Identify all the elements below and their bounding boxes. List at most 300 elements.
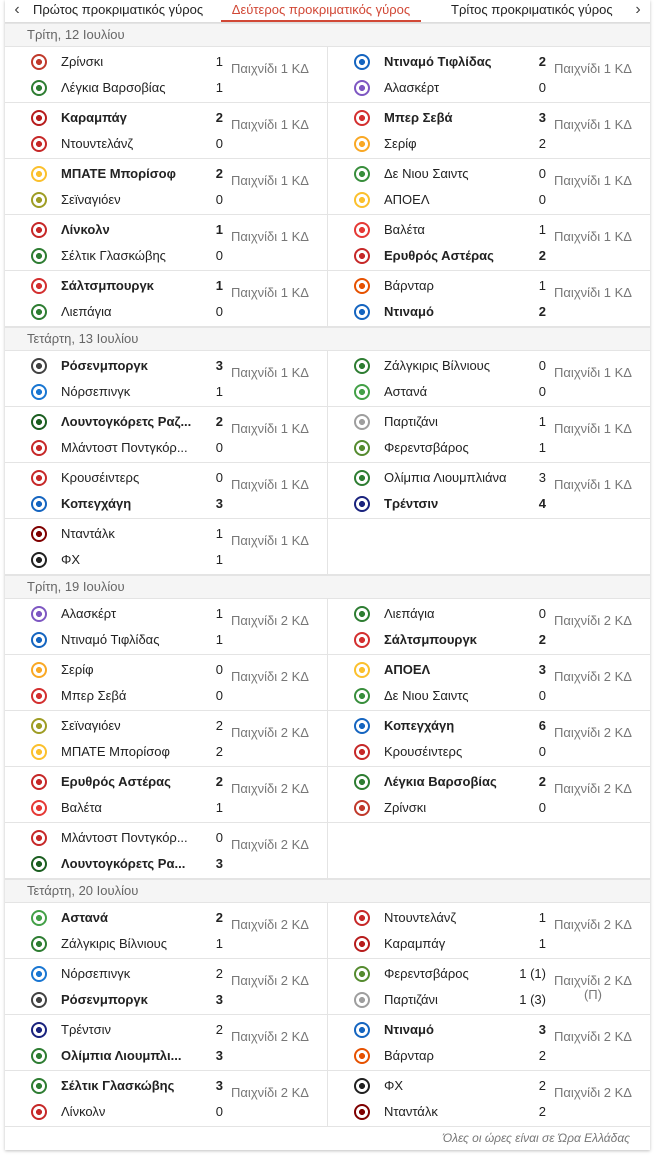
team-crest-icon [31, 526, 47, 542]
team-name: Τρέντσιν [61, 1022, 111, 1037]
team-score: 1 [215, 384, 223, 399]
team-crest-icon [31, 606, 47, 622]
home-team [354, 412, 546, 432]
team-name: Σεϊναγιόεν [61, 718, 121, 733]
team-score: 4 [538, 496, 546, 511]
team-name: ΜΠΑΤΕ Μπορίσοφ [61, 744, 170, 759]
team-name: Δε Νιου Σαιντς [384, 166, 469, 181]
match-card[interactable] [5, 271, 328, 326]
team-name: Ολίμπια Λιουμπλι... [61, 1048, 182, 1063]
match-status: Παιχνίδι 2 ΚΔ [554, 1085, 632, 1100]
match-status: Παιχνίδι 1 ΚΔ [231, 477, 309, 492]
away-team [31, 934, 223, 954]
team-crest-icon [31, 1078, 47, 1094]
match-row [5, 47, 650, 103]
team-crest-icon [354, 166, 370, 182]
team-score: 1 [538, 414, 546, 429]
date-header: Τρίτη, 19 Ιουλίου [5, 575, 650, 599]
match-status: Παιχνίδι 2 ΚΔ [554, 781, 632, 796]
match-card[interactable] [328, 959, 650, 1014]
home-team [354, 1076, 546, 1096]
team-crest-icon [354, 662, 370, 678]
team-name: Αλασκέρτ [61, 606, 117, 621]
match-card[interactable] [328, 215, 650, 270]
team-score: 1 [215, 632, 223, 647]
team-score: 0 [538, 166, 546, 181]
home-team [31, 1076, 223, 1096]
team-name: Βαλέτα [384, 222, 425, 237]
team-score: 1 [538, 936, 546, 951]
team-name: Λίνκολν [61, 222, 110, 237]
away-team [31, 438, 223, 458]
match-row [5, 271, 650, 327]
team-crest-icon [31, 136, 47, 152]
team-crest-icon [354, 718, 370, 734]
timezone-note: Όλες οι ώρες είναι σε Ώρα Ελλάδας [442, 1131, 630, 1145]
away-team [31, 190, 223, 210]
team-score: 2 [215, 166, 223, 181]
team-crest-icon [31, 992, 47, 1008]
team-crest-icon [31, 470, 47, 486]
match-status: Παιχνίδι 2 ΚΔ [554, 669, 632, 684]
team-score: 2 [538, 1078, 546, 1093]
team-crest-icon [354, 632, 370, 648]
team-name: Ντιναμό [384, 1022, 434, 1037]
team-crest-icon [354, 966, 370, 982]
away-team [354, 302, 546, 322]
team-name: Ρόσενμποργκ [61, 992, 148, 1007]
home-team [354, 1020, 546, 1040]
team-score: 0 [215, 470, 223, 485]
team-name: Λέγκια Βαρσοβίας [384, 774, 497, 789]
home-team [31, 660, 223, 680]
team-crest-icon [354, 358, 370, 374]
match-status: Παιχνίδι 1 ΚΔ [231, 365, 309, 380]
team-score: 3 [215, 496, 223, 511]
chevron-left-icon[interactable]: ‹ [14, 1, 20, 18]
home-team [31, 716, 223, 736]
match-status: Παιχνίδι 2 ΚΔ [554, 1029, 632, 1044]
match-card[interactable] [328, 47, 650, 102]
team-crest-icon [354, 384, 370, 400]
match-card[interactable] [5, 407, 328, 462]
match-status: Παιχνίδι 2 ΚΔ [231, 725, 309, 740]
match-card[interactable] [328, 767, 650, 822]
team-score: 0 [215, 192, 223, 207]
away-team [31, 686, 223, 706]
team-score: 1 [538, 910, 546, 925]
team-name: Καραμπάγ [384, 936, 446, 951]
team-name: Παρτιζάνι [384, 992, 438, 1007]
team-score: 1 [215, 526, 223, 541]
match-card[interactable] [328, 599, 650, 654]
team-score: 2 [215, 718, 223, 733]
team-name: Ζρίνσκι [384, 800, 427, 815]
team-score: 0 [538, 606, 546, 621]
team-crest-icon [31, 718, 47, 734]
team-name: Μπερ Σεβά [61, 688, 127, 703]
match-status: Παιχνίδι 1 ΚΔ [554, 421, 632, 436]
team-name: Σερίφ [61, 662, 94, 677]
team-crest-icon [354, 936, 370, 952]
match-status: Παιχνίδι 1 ΚΔ [231, 229, 309, 244]
away-team [31, 630, 223, 650]
team-score: 2 [538, 136, 546, 151]
team-score: 0 [215, 830, 223, 845]
team-score: 1 [215, 222, 223, 237]
match-row [5, 767, 650, 823]
match-status: Παιχνίδι 1 ΚΔ [554, 365, 632, 380]
match-row [5, 463, 650, 519]
away-team [354, 990, 546, 1010]
team-name: Δε Νιου Σαιντς [384, 688, 469, 703]
team-score: 0 [215, 662, 223, 677]
team-score: 1 [215, 936, 223, 951]
team-name: Μλάντοστ Ποντγκόρ... [61, 830, 188, 845]
team-name: Σερίφ [384, 136, 417, 151]
match-row [5, 351, 650, 407]
match-card[interactable] [5, 599, 328, 654]
team-name: Ζρίνσκι [61, 54, 104, 69]
match-status: Παιχνίδι 1 ΚΔ [554, 477, 632, 492]
team-name: Ντιναμό Τιφλίδας [384, 54, 492, 69]
match-status: Παιχνίδι 1 ΚΔ [231, 61, 309, 76]
away-team [31, 302, 223, 322]
home-team [31, 1020, 223, 1040]
team-score: 0 [215, 440, 223, 455]
match-card[interactable] [5, 1015, 328, 1070]
team-crest-icon [354, 744, 370, 760]
team-name: Ντιναμό [384, 304, 434, 319]
match-card[interactable] [5, 463, 328, 518]
match-row [5, 407, 650, 463]
home-team [354, 468, 546, 488]
match-row [5, 159, 650, 215]
match-status: Παιχνίδι 2 ΚΔ (Π) [554, 973, 632, 1002]
team-name: Ερυθρός Αστέρας [384, 248, 494, 263]
match-status: Παιχνίδι 1 ΚΔ [231, 533, 309, 548]
match-status: Παιχνίδι 2 ΚΔ [554, 917, 632, 932]
tab-first-qualifying-round[interactable]: Πρώτος προκριματικός γύρος [33, 2, 204, 17]
team-name: Ζάλγκιρις Βίλνιους [384, 358, 491, 373]
team-crest-icon [354, 606, 370, 622]
team-score: 1 [215, 54, 223, 69]
team-crest-icon [354, 1078, 370, 1094]
tab-third-qualifying-round[interactable]: Τρίτος προκριματικός γύρος [451, 2, 613, 17]
team-name: Νόρσεπινγκ [61, 966, 131, 981]
team-score: 0 [215, 136, 223, 151]
home-team [31, 468, 223, 488]
team-score: 2 [538, 774, 546, 789]
team-crest-icon [31, 688, 47, 704]
team-score: 0 [538, 688, 546, 703]
match-card[interactable] [328, 351, 650, 406]
team-score: 0 [538, 744, 546, 759]
match-row [5, 599, 650, 655]
team-score: 1 [538, 222, 546, 237]
team-score: 2 [538, 632, 546, 647]
team-crest-icon [31, 222, 47, 238]
team-crest-icon [31, 80, 47, 96]
match-status: Παιχνίδι 1 ΚΔ [554, 173, 632, 188]
away-team [354, 190, 546, 210]
team-crest-icon [31, 662, 47, 678]
away-team [354, 1046, 546, 1066]
team-name: Σάλτσμπουργκ [384, 632, 477, 647]
match-card[interactable] [5, 159, 328, 214]
match-row [5, 823, 650, 879]
match-status: Παιχνίδι 2 ΚΔ [554, 725, 632, 740]
match-row [5, 1015, 650, 1071]
fixtures-list [5, 23, 650, 1127]
match-card[interactable] [328, 1071, 650, 1126]
team-score: 1 [215, 800, 223, 815]
match-status: Παιχνίδι 1 ΚΔ [554, 285, 632, 300]
date-header: Τρίτη, 12 Ιουλίου [5, 23, 650, 47]
match-card[interactable] [328, 407, 650, 462]
match-status: Παιχνίδι 1 ΚΔ [231, 173, 309, 188]
team-score: 3 [215, 992, 223, 1007]
team-crest-icon [31, 110, 47, 126]
team-crest-icon [354, 222, 370, 238]
home-team [354, 164, 546, 184]
match-card[interactable] [328, 1015, 650, 1070]
home-team [31, 604, 223, 624]
away-team [31, 1046, 223, 1066]
home-team [31, 524, 223, 544]
away-team [31, 246, 223, 266]
match-card[interactable] [5, 959, 328, 1014]
team-name: Βάρνταρ [384, 278, 434, 293]
match-row [5, 519, 650, 575]
home-team [354, 772, 546, 792]
team-score: 1 [215, 278, 223, 293]
team-crest-icon [31, 936, 47, 952]
match-card[interactable] [328, 655, 650, 710]
match-status: Παιχνίδι 1 ΚΔ [554, 117, 632, 132]
team-name: ΜΠΑΤΕ Μπορίσοφ [61, 166, 176, 181]
team-crest-icon [354, 496, 370, 512]
match-card[interactable] [5, 767, 328, 822]
team-crest-icon [31, 552, 47, 568]
match-row [5, 959, 650, 1015]
team-score: 3 [215, 358, 223, 373]
team-crest-icon [354, 470, 370, 486]
team-name: Ολίμπια Λιουμπλιάνα [384, 470, 507, 485]
team-crest-icon [354, 80, 370, 96]
team-crest-icon [354, 110, 370, 126]
team-name: Ντιναμό Τιφλίδας [61, 632, 160, 647]
team-crest-icon [31, 304, 47, 320]
home-team [354, 52, 546, 72]
team-score: 2 [215, 966, 223, 981]
team-score: 2 [215, 110, 223, 125]
match-card[interactable] [5, 711, 328, 766]
team-score: 0 [215, 688, 223, 703]
match-row [5, 711, 650, 767]
team-score: 0 [538, 800, 546, 815]
home-team [354, 908, 546, 928]
away-team [354, 78, 546, 98]
empty-cell [328, 823, 650, 878]
team-crest-icon [354, 774, 370, 790]
team-name: Παρτιζάνι [384, 414, 438, 429]
team-name: Αλασκέρτ [384, 80, 440, 95]
away-team [354, 246, 546, 266]
team-score: 1 [215, 606, 223, 621]
away-team [31, 798, 223, 818]
home-team [31, 52, 223, 72]
team-crest-icon [354, 992, 370, 1008]
team-crest-icon [31, 632, 47, 648]
team-score: 0 [215, 304, 223, 319]
team-score: 2 [538, 248, 546, 263]
match-card[interactable] [328, 271, 650, 326]
team-crest-icon [354, 440, 370, 456]
team-score: 2 [538, 54, 546, 69]
team-crest-icon [31, 1048, 47, 1064]
match-card[interactable] [5, 823, 328, 878]
team-crest-icon [31, 1104, 47, 1120]
match-card[interactable] [328, 903, 650, 958]
team-name: Νταντάλκ [61, 526, 115, 541]
team-name: Λουντογκόρετς Ρα... [61, 856, 186, 871]
team-name: Κρουσέιντερς [61, 470, 140, 485]
away-team [354, 382, 546, 402]
team-name: Λιεπάγια [61, 304, 112, 319]
match-card[interactable] [5, 1071, 328, 1126]
match-status: Παιχνίδι 1 ΚΔ [231, 285, 309, 300]
fixtures-card [5, 0, 650, 1150]
team-name: Μπερ Σεβά [384, 110, 453, 125]
team-crest-icon [354, 54, 370, 70]
match-card[interactable] [5, 519, 328, 574]
match-status: Παιχνίδι 1 ΚΔ [554, 229, 632, 244]
away-team [31, 382, 223, 402]
team-score: 2 [215, 414, 223, 429]
team-name: ΑΠΟΕΛ [384, 192, 430, 207]
match-status: Παιχνίδι 1 ΚΔ [231, 117, 309, 132]
match-status: Παιχνίδι 2 ΚΔ [231, 781, 309, 796]
team-score: 0 [538, 80, 546, 95]
match-card[interactable] [5, 103, 328, 158]
team-crest-icon [31, 910, 47, 926]
match-card[interactable] [5, 655, 328, 710]
team-name: Σάλτσμπουργκ [61, 278, 154, 293]
match-row [5, 103, 650, 159]
team-score: 1 [215, 552, 223, 567]
team-score: 0 [215, 1104, 223, 1119]
home-team [354, 108, 546, 128]
team-name: Νταντάλκ [384, 1104, 438, 1119]
away-team [31, 134, 223, 154]
team-crest-icon [31, 440, 47, 456]
away-team [31, 1102, 223, 1122]
date-header: Τετάρτη, 20 Ιουλίου [5, 879, 650, 903]
match-card[interactable] [328, 159, 650, 214]
team-name: Αστανά [384, 384, 428, 399]
away-team [354, 798, 546, 818]
team-crest-icon [31, 744, 47, 760]
team-name: Ντουντελάνζ [61, 136, 134, 151]
team-score: 1 (1) [519, 966, 546, 981]
match-status: Παιχνίδι 1 ΚΔ [231, 421, 309, 436]
team-name: ΦΧ [61, 552, 81, 567]
match-card[interactable] [328, 103, 650, 158]
team-crest-icon [354, 800, 370, 816]
team-name: Κρουσέιντερς [384, 744, 463, 759]
chevron-right-icon[interactable]: › [635, 1, 641, 18]
team-crest-icon [354, 1022, 370, 1038]
team-name: Λουντογκόρετς Ραζ... [61, 414, 192, 429]
team-score: 1 [215, 80, 223, 95]
match-status: Παιχνίδι 2 ΚΔ [231, 837, 309, 852]
team-name: Νόρσεπινγκ [61, 384, 131, 399]
away-team [354, 934, 546, 954]
date-header: Τετάρτη, 13 Ιουλίου [5, 327, 650, 351]
round-tabs [5, 0, 650, 23]
team-crest-icon [31, 830, 47, 846]
team-crest-icon [354, 414, 370, 430]
home-team [31, 908, 223, 928]
team-score: 3 [538, 1022, 546, 1037]
team-crest-icon [31, 496, 47, 512]
match-card[interactable] [5, 47, 328, 102]
match-card[interactable] [5, 351, 328, 406]
match-card[interactable] [5, 215, 328, 270]
team-name: Λέγκια Βαρσοβίας [61, 80, 166, 95]
team-score: 2 [538, 1048, 546, 1063]
team-score: 3 [538, 470, 546, 485]
match-status: Παιχνίδι 2 ΚΔ [231, 1029, 309, 1044]
team-score: 2 [215, 1022, 223, 1037]
team-name: Κοπεγχάγη [61, 496, 132, 511]
team-crest-icon [354, 192, 370, 208]
away-team [354, 438, 546, 458]
team-score: 2 [215, 744, 223, 759]
home-team [31, 108, 223, 128]
home-team [354, 660, 546, 680]
team-crest-icon [31, 166, 47, 182]
match-card[interactable] [328, 463, 650, 518]
match-status: Παιχνίδι 2 ΚΔ [231, 613, 309, 628]
team-name: Καραμπάγ [61, 110, 127, 125]
team-name: Μλάντοστ Ποντγκόρ... [61, 440, 188, 455]
home-team [31, 276, 223, 296]
away-team [31, 550, 223, 570]
team-name: Βάρνταρ [384, 1048, 434, 1063]
match-row [5, 215, 650, 271]
team-crest-icon [31, 414, 47, 430]
team-score: 6 [538, 718, 546, 733]
team-score: 3 [215, 1078, 223, 1093]
team-crest-icon [31, 966, 47, 982]
team-score: 1 (3) [519, 992, 546, 1007]
team-crest-icon [31, 384, 47, 400]
match-card[interactable] [328, 711, 650, 766]
home-team [354, 220, 546, 240]
match-row [5, 1071, 650, 1127]
team-name: Σεϊναγιόεν [61, 192, 121, 207]
team-score: 2 [538, 304, 546, 319]
tab-second-qualifying-round[interactable]: Δεύτερος προκριματικός γύρος [221, 0, 421, 22]
match-status: Παιχνίδι 2 ΚΔ [231, 917, 309, 932]
team-name: ΑΠΟΕΛ [384, 662, 431, 677]
match-card[interactable] [5, 903, 328, 958]
match-status: Παιχνίδι 2 ΚΔ [231, 669, 309, 684]
away-team [354, 134, 546, 154]
team-score: 3 [215, 856, 223, 871]
